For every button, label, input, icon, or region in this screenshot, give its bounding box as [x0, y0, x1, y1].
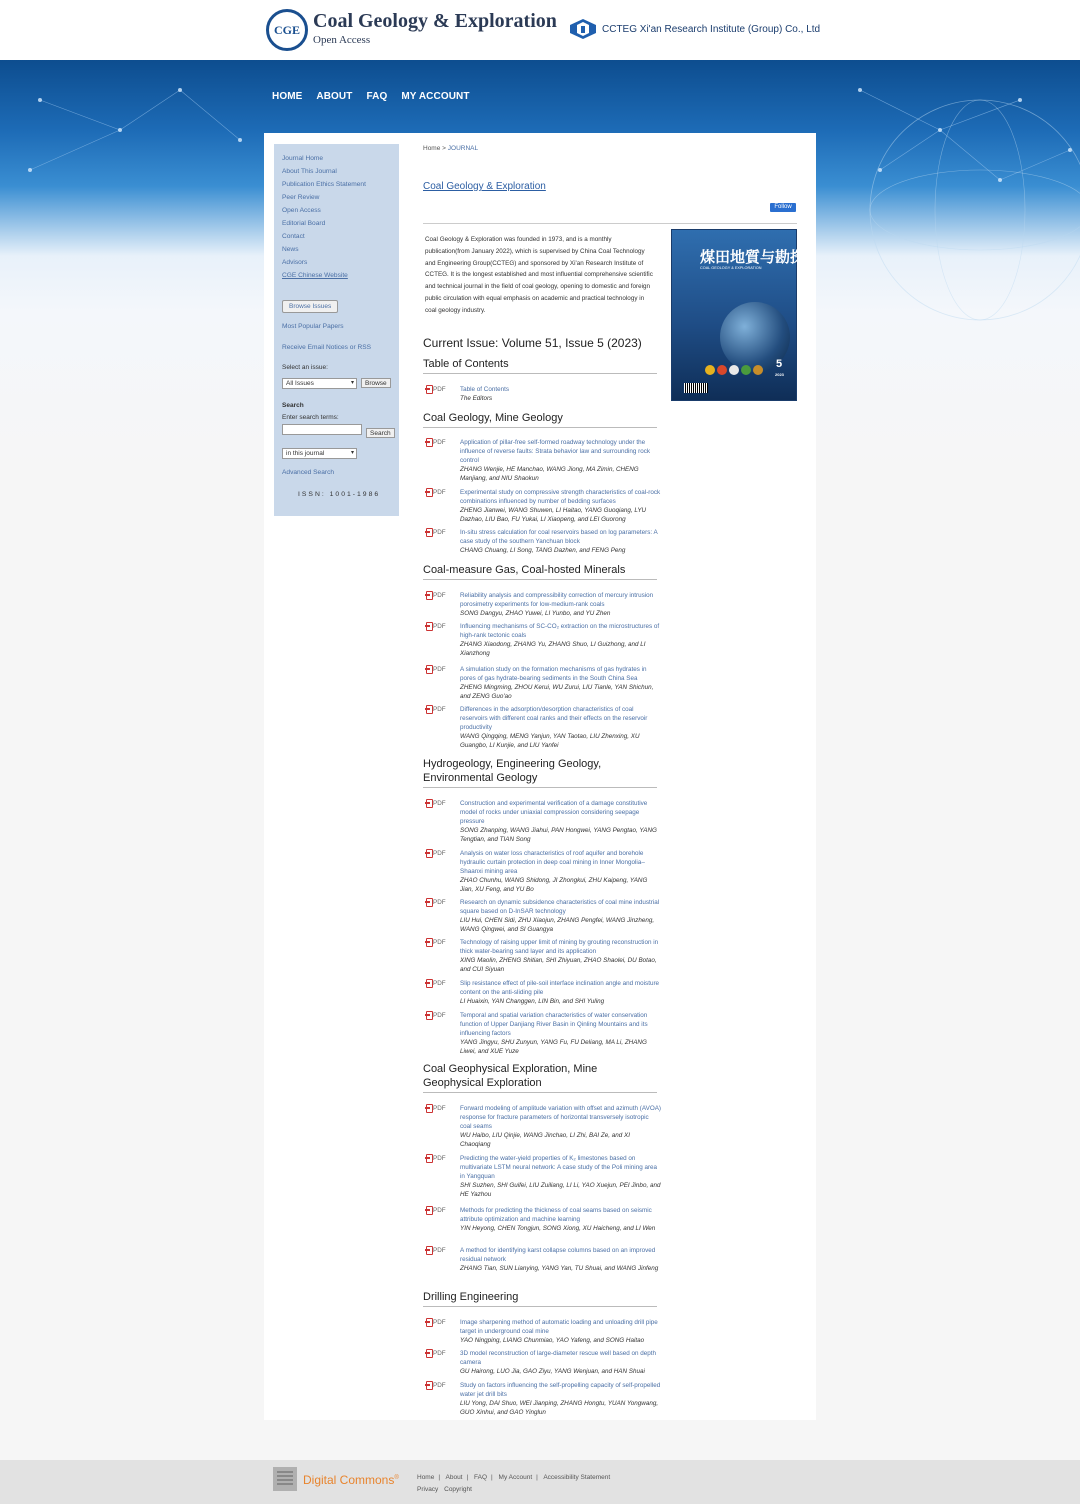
pdf-icon	[425, 1154, 432, 1161]
pdf-icon	[425, 1206, 432, 1213]
publisher-name[interactable]: CCTEG Xi'an Research Institute (Group) Co., Ltd	[602, 24, 821, 35]
article-item	[425, 938, 661, 974]
sidebar	[274, 144, 399, 516]
pdf-icon	[425, 1318, 432, 1325]
article-item	[425, 528, 661, 555]
pdf-link[interactable]	[425, 1246, 446, 1254]
article-item	[425, 438, 661, 483]
article-title-link[interactable]: Reliability analysis and compressibility correction of mercury intrusion porosimetry experiments for low-medium-rank coals	[460, 592, 654, 608]
search-scope-select[interactable]: in this journal ▾	[282, 448, 357, 459]
pdf-label: PDF	[433, 1207, 446, 1214]
cover-title: 煤田地質与勘探	[700, 248, 806, 266]
article-item	[425, 1104, 661, 1149]
pdf-link[interactable]	[425, 1154, 446, 1162]
article-title-link[interactable]: Experimental study on compressive strength characteristics of coal-rock combinations influenced by number of bedding surfaces	[460, 489, 661, 505]
article-title-link[interactable]: Methods for predicting the thickness of coal seams based on seismic attribute optimization and machine learning	[460, 1207, 652, 1223]
pdf-icon	[425, 438, 432, 445]
article-item	[425, 1349, 661, 1376]
footer-link-my-account[interactable]: My Account	[498, 1474, 533, 1481]
article-authors: YAO Ningping, LIANG Chunmiao, YAO Yafeng, and SONG Haitao	[460, 1337, 645, 1344]
section-heading: Table of Contents	[423, 357, 657, 374]
sidebar-open-access[interactable]: Open Access	[282, 207, 321, 214]
pdf-icon	[425, 938, 432, 945]
article-authors: ZHENG Jianwei, WANG Shuwen, LI Haitao, YANG Guoqiang, LYU Dazhao, LIU Bao, FU Yukai, LI Xiaopeng, and LEI Guorong	[460, 507, 647, 523]
article-item	[425, 1246, 661, 1273]
pdf-icon	[425, 622, 432, 629]
issn: ISSN: 1001-1986	[298, 491, 381, 498]
footer-link-accessibility[interactable]: Accessibility Statement	[543, 1474, 611, 1481]
pdf-link[interactable]	[425, 1104, 446, 1112]
pdf-icon	[425, 528, 432, 535]
article-authors: CHANG Chuang, LI Song, TANG Dazhen, and FENG Peng	[460, 547, 626, 554]
article-title-link[interactable]: Application of pillar-free self-formed roadway technology under the influence of reverse faults: Strata behavior law and surrounding rock control	[460, 439, 651, 464]
pdf-icon	[425, 1349, 432, 1356]
pdf-label: PDF	[433, 980, 446, 987]
pdf-label: PDF	[433, 592, 446, 599]
nav-my-account[interactable]: MY ACCOUNT	[401, 91, 470, 102]
pdf-link[interactable]	[425, 898, 446, 906]
pdf-label: PDF	[433, 850, 446, 857]
pdf-label: PDF	[433, 1350, 446, 1357]
pdf-icon	[425, 705, 432, 712]
search-heading: Search	[282, 402, 304, 409]
pdf-icon	[425, 849, 432, 856]
article-item	[425, 1154, 661, 1199]
cover-subtitle: COAL GEOLOGY & EXPLORATION	[700, 266, 762, 270]
pdf-label: PDF	[433, 1382, 446, 1389]
pdf-link[interactable]	[425, 1011, 446, 1019]
sidebar-chinese-website[interactable]: CGE Chinese Website	[282, 272, 348, 279]
current-issue-heading: Current Issue: Volume 51, Issue 5 (2023)	[423, 336, 642, 350]
article-authors: YIN Heyong, CHEN Tongjun, SONG Xiong, XU Haicheng, and LI Wen	[460, 1225, 656, 1232]
nav-home[interactable]: HOME	[272, 91, 303, 102]
article-item	[425, 591, 661, 618]
pdf-link[interactable]	[425, 1318, 446, 1326]
sidebar-advisors[interactable]: Advisors	[282, 259, 308, 266]
most-popular-link[interactable]: Most Popular Papers	[282, 323, 344, 330]
article-item	[425, 705, 661, 750]
breadcrumb-home[interactable]: Home	[423, 145, 441, 152]
pdf-icon	[425, 665, 432, 672]
article-item	[425, 849, 661, 894]
pdf-label: PDF	[433, 1012, 446, 1019]
pdf-icon	[425, 1246, 432, 1253]
article-authors: WU Haibo, LIU Qinjie, WANG Jinchao, LI Zhi, BAI Ze, and XI Chaoqiang	[460, 1132, 630, 1148]
pdf-icon	[425, 799, 432, 806]
publisher-logo[interactable]	[568, 18, 598, 40]
sidebar-news[interactable]: News	[282, 246, 299, 253]
sidebar-ethics[interactable]: Publication Ethics Statement	[282, 181, 366, 188]
article-authors: The Editors	[460, 395, 493, 402]
section-heading: Hydrogeology, Engineering Geology, Environmental Geology	[423, 757, 657, 788]
pdf-label: PDF	[433, 1247, 446, 1254]
cover-issue-number: 5	[776, 358, 783, 370]
article-title-link[interactable]: Study on factors influencing the self-propelling capacity of self-propelled water jet drill bits	[460, 1382, 661, 1398]
chevron-down-icon: ▾	[350, 380, 354, 386]
browse-button[interactable]: Browse	[361, 378, 391, 388]
footer-link-about[interactable]: About	[445, 1474, 463, 1481]
pdf-icon	[425, 488, 432, 495]
pdf-link[interactable]	[425, 1206, 446, 1214]
pdf-label: PDF	[433, 1155, 446, 1162]
journal-name[interactable]: Coal Geology & Exploration	[313, 10, 557, 32]
main-nav	[272, 91, 484, 105]
article-authors: ZHANG Xiaodong, ZHANG Yu, ZHANG Shuo, LI Guizhong, and LI Xianzhong	[460, 641, 646, 657]
browse-issues-button[interactable]: Browse Issues	[282, 300, 338, 313]
article-title-link[interactable]: Research on dynamic subsidence characteristics of coal mine industrial square based on D-InSAR technology	[460, 899, 660, 915]
article-authors: LIU Yong, DAI Shuo, WEI Jianping, ZHANG Hongtu, YUAN Yongwang, GUO Xinhui, and GAO Yinglun	[460, 1400, 659, 1416]
pdf-link[interactable]	[425, 622, 446, 630]
pdf-icon	[425, 1104, 432, 1111]
footer-link-privacy[interactable]: Privacy	[417, 1486, 439, 1493]
pdf-link[interactable]	[425, 938, 446, 946]
article-title-link[interactable]: Forward modeling of amplitude variation with offset and azimuth (AVOA) response for fracture parameters of horizontal transversely isotropic coal seams	[460, 1105, 662, 1130]
sidebar-peer-review[interactable]: Peer Review	[282, 194, 320, 201]
pdf-icon	[425, 1381, 432, 1388]
article-title-link[interactable]: A method for identifying karst collapse columns based on an improved residual network	[460, 1247, 656, 1263]
issue-select[interactable]: All Issues ▾	[282, 378, 357, 389]
sidebar-contact[interactable]: Contact	[282, 233, 305, 240]
pdf-link[interactable]	[425, 705, 446, 713]
pdf-icon	[425, 898, 432, 905]
article-title-link[interactable]: Technology of raising upper limit of mining by grouting reconstruction in thick water-bearing sand layer and its application	[460, 939, 659, 955]
article-title-link[interactable]: Temporal and spatial variation characteristics of water conservation function of Upper Danjiang River Basin in Qinling Mountains and its influencing factors	[460, 1012, 648, 1037]
nav-faq[interactable]: FAQ	[366, 91, 388, 102]
article-title-link[interactable]: Image sharpening method of automatic loading and unloading drill pipe target in underground coal mine	[460, 1319, 658, 1335]
pdf-label: PDF	[433, 623, 446, 630]
article-authors: XING Maolin, ZHENG Shitian, SHI Zhiyuan, ZHAO Shaolei, DU Botao, and CUI Siyuan	[460, 957, 657, 973]
footer-link-faq[interactable]: FAQ	[474, 1474, 488, 1481]
pdf-link[interactable]	[425, 438, 446, 446]
article-title-link[interactable]: Predicting the water-yield properties of K₂ limestones based on multivariate LSTM neural network: A case study of the Poli mining area in Yangquan	[460, 1155, 658, 1180]
article-authors: ZHANG Wenjie, HE Manchao, WANG Jiong, MA Zimin, CHENG Manjiang, and NIU Shaokun	[460, 466, 639, 482]
pdf-label: PDF	[433, 899, 446, 906]
breadcrumb: Home > JOURNAL	[423, 145, 479, 152]
article-item	[425, 1381, 661, 1417]
article-title-link[interactable]: A simulation study on the formation mechanisms of gas hydrates in pores of gas hydrate-bearing sediments in the South China Sea	[460, 666, 647, 682]
pdf-label: PDF	[433, 489, 446, 496]
pdf-icon	[425, 1011, 432, 1018]
cover-image[interactable]	[671, 229, 806, 401]
article-authors: WANG Qingqing, MENG Yanjun, YAN Taotao, LIU Zhenxing, XU Guangbo, LI Kunjie, and LIU Yanfei	[460, 733, 640, 749]
pdf-label: PDF	[433, 939, 446, 946]
section-heading: Coal Geology, Mine Geology	[423, 411, 657, 428]
article-item	[425, 799, 661, 844]
cover-header-strip	[682, 236, 788, 242]
article-authors: YANG Jingyu, SHU Zunyun, YANG Fu, FU Deliang, MA Li, ZHANG Liwei, and XUE Yuze	[460, 1039, 647, 1055]
article-item	[425, 665, 661, 701]
search-button[interactable]: Search	[366, 428, 395, 438]
pdf-label: PDF	[433, 1105, 446, 1112]
cover-logos	[705, 365, 763, 375]
divider	[423, 223, 797, 224]
pdf-link[interactable]	[425, 979, 446, 987]
pdf-label: PDF	[433, 706, 446, 713]
article-authors: GU Hairong, LUO Jia, GAO Ziyu, YANG Wenjuan, and HAN Shuai	[460, 1368, 645, 1375]
section-heading: Coal Geophysical Exploration, Mine Geophysical Exploration	[423, 1062, 657, 1093]
article-title-link[interactable]: Construction and experimental verification of a damage constitutive model of rocks under uniaxial compression considering seepage pressure	[460, 800, 648, 825]
pdf-label: PDF	[433, 386, 446, 393]
pdf-label: PDF	[433, 800, 446, 807]
pdf-label: PDF	[433, 529, 446, 536]
article-item	[425, 1206, 661, 1233]
elsevier-logo[interactable]	[273, 1467, 297, 1491]
article-authors: SHI Suzhen, SHI Guifei, LIU Zuiliang, LI Li, YAO Xuejun, PEI Jinbo, and HE Yazhou	[460, 1182, 661, 1198]
article-authors: ZHANG Tian, SUN Lianying, YANG Yan, TU Shuai, and WANG Jinfeng	[460, 1265, 659, 1272]
pdf-link[interactable]	[425, 665, 446, 673]
sidebar-about-journal[interactable]: About This Journal	[282, 168, 337, 175]
open-access-label: Open Access	[313, 34, 371, 46]
article-authors: ZHAO Chunhu, WANG Shidong, JI Zhongkui, ZHU Kaipeng, YANG Jian, XU Feng, and YU Bo	[460, 877, 648, 893]
article-title-link[interactable]: In-situ stress calculation for coal reservoirs based on log parameters: A case study of the southern Yanchuan block	[460, 529, 658, 545]
article-item	[425, 898, 661, 934]
article-title-link[interactable]: Influencing mechanisms of SC-CO₂ extraction on the microstructures of high-rank tectonic coals	[460, 623, 660, 639]
follow-button[interactable]: Follow	[770, 203, 796, 212]
pdf-icon	[425, 591, 432, 598]
receive-email-link[interactable]: Receive Email Notices or RSS	[282, 344, 372, 351]
journal-title-link[interactable]: Coal Geology & Exploration	[423, 181, 546, 192]
site-header	[0, 0, 1080, 60]
pdf-label: PDF	[433, 439, 446, 446]
nav-about[interactable]: ABOUT	[316, 91, 353, 102]
digital-commons-brand[interactable]: Digital Commons®	[303, 1473, 399, 1487]
pdf-link[interactable]	[425, 849, 446, 857]
article-title-link[interactable]: Slip resistance effect of pile-soil interface inclination angle and moisture content on the anti-sliding pile	[460, 980, 660, 996]
article-item	[425, 385, 661, 403]
search-input[interactable]	[282, 424, 362, 435]
pdf-icon	[425, 385, 432, 392]
article-title-link[interactable]: Table of Contents	[460, 386, 510, 393]
article-item	[425, 488, 661, 524]
pdf-label: PDF	[433, 1319, 446, 1326]
section-heading: Coal-measure Gas, Coal-hosted Minerals	[423, 563, 657, 580]
article-authors: SONG Zhanping, WANG Jiahui, PAN Hongwei, YANG Pengtao, YANG Tengtian, and TIAN Song	[460, 827, 657, 843]
journal-logo[interactable]	[266, 9, 308, 51]
pdf-link[interactable]	[425, 488, 446, 496]
article-authors: LI Huaixin, YAN Changgen, LIN Bin, and SHI Yuling	[460, 998, 605, 1005]
article-title-link[interactable]: 3D model reconstruction of large-diameter rescue well based on depth camera	[460, 1350, 657, 1366]
article-item	[425, 1011, 661, 1056]
footer-link-home[interactable]: Home	[417, 1474, 435, 1481]
article-authors: LIU Hui, CHEN Sidi, ZHU Xiaojun, ZHANG Pengfei, WANG Jinzheng, WANG Qingwei, and SI Guangya	[460, 917, 655, 933]
pdf-label: PDF	[433, 666, 446, 673]
pdf-link[interactable]	[425, 528, 446, 536]
footer-link-copyright[interactable]: Copyright	[444, 1486, 472, 1493]
pdf-link[interactable]	[425, 591, 446, 599]
sidebar-journal-home[interactable]: Journal Home	[282, 155, 324, 162]
cover-barcode	[684, 383, 708, 393]
pdf-link[interactable]	[425, 385, 446, 393]
chevron-down-icon: ▾	[350, 450, 354, 456]
journal-description: Coal Geology & Exploration was founded in 1973, and is a monthly publication(from January 2022), which is supervised by China Coal Technology and Engineering Group(CCTEG) and sponsored by Xi'an Research Institute of CCTEG. It is the longest established and most influential comprehensive scientific and technical journal in the field of coal geology, opening to domestic and foreign public circulation with equal emphasis on academic and practical technology in coal geology industry.	[425, 236, 653, 314]
article-item	[425, 622, 661, 658]
cover-year: 2023	[775, 372, 784, 377]
article-authors: ZHENG Mingming, ZHOU Kerui, WU Zurui, LIU Tianle, YAN Shichun, and ZENG Guo'ao	[460, 684, 654, 700]
section-heading: Drilling Engineering	[423, 1290, 657, 1307]
breadcrumb-journal[interactable]: JOURNAL	[447, 145, 479, 152]
pdf-link[interactable]	[425, 1349, 446, 1357]
advanced-search-link[interactable]: Advanced Search	[282, 469, 335, 476]
article-title-link[interactable]: Differences in the adsorption/desorption characteristics of coal reservoirs with different coal ranks and their effects on the reservoir productivity	[460, 706, 648, 731]
footer-links: Home | About | FAQ | My Account | Accessibility Statement Privacy Copyright	[417, 1474, 611, 1493]
select-issue-label: Select an issue:	[282, 364, 328, 371]
pdf-icon	[425, 979, 432, 986]
article-item	[425, 979, 661, 1006]
article-item	[425, 1318, 661, 1345]
pdf-link[interactable]	[425, 1381, 446, 1389]
article-title-link[interactable]: Analysis on water loss characteristics of roof aquifer and borehole hydraulic curtain protection in deep coal mining in Inner Mongolia–Shaanxi mining area	[460, 850, 645, 875]
pdf-link[interactable]	[425, 799, 446, 807]
search-terms-label: Enter search terms:	[282, 414, 339, 421]
sidebar-editorial-board[interactable]: Editorial Board	[282, 220, 326, 227]
article-authors: SONG Dangyu, ZHAO Yuwei, LI Yunbo, and YU Zhen	[460, 610, 611, 617]
